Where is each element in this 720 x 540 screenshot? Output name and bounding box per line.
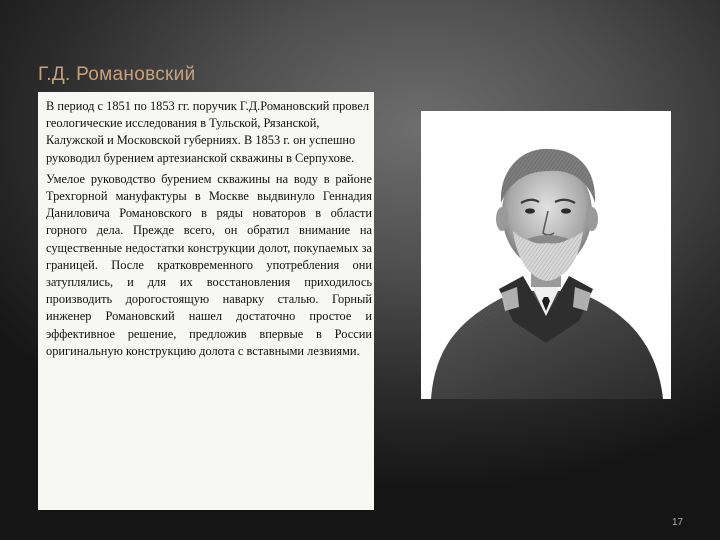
paragraph-1: В период с 1851 по 1853 гг. поручик Г.Д.Романовский провел геологические исследования в Тульской, Рязанской, Калужской и Московской губерниях. В 1853 г. он успешно руководил бурением артезианской скважины в Серпухове. xyxy=(46,99,370,165)
text-box xyxy=(38,92,374,510)
portrait-engraving-icon xyxy=(421,111,671,399)
page-number: 17 xyxy=(672,517,684,528)
portrait-image xyxy=(421,111,671,399)
slide-title: Г.Д. Романовский xyxy=(38,64,196,85)
paragraph-2: Умелое руководство бурением скважины на воду в районе Трехгорной мануфактуры в Москве выдвинуло Геннадия Даниловича Романовского в ряды новаторов в области горного дела. Прежде всего, он обратил внимание на существенные недостатки конструкции долот, покупаемых за границей. После кратковременного употребления они затуплялись, и для их восстановления приходилось производить дорогостоящую наварку сталью. Горный инженер Романовский нашел достаточно простое и эффективное решение, предложив впервые в России оригинальную конструкцию долота с вставными лезвиями. xyxy=(46,171,372,358)
